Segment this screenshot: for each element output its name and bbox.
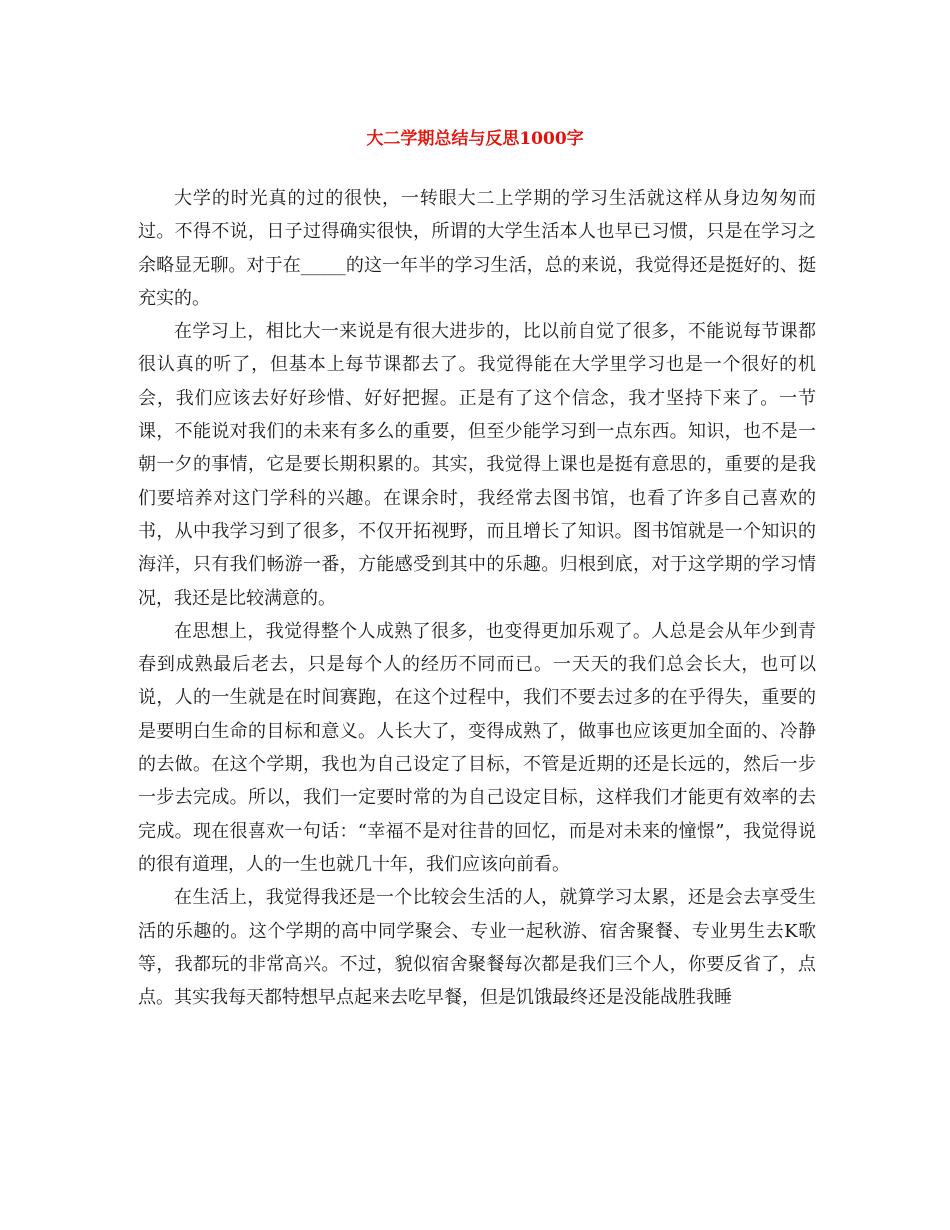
paragraph-study: 在学习上，相比大一来说是有很大进步的，比以前自觉了很多，不能说每节课都很认真的听了，但基本上每节课都去了。我觉得能在大学里学习也是一个很好的机会，我们应该去好好珍惜、好好把握。正是有了这个信念，我才坚持下来了。一节课，不能说对我们的未来有多么的重要，但至少能学习到一点东西。知识，也不是一朝一夕的事情，它是要长期积累的。其实，我觉得上课也是挺有意思的，重要的是我们要培养对这门学科的兴趣。在课余时，我经常去图书馆，也看了许多自己喜欢的书，从中我学习到了很多，不仅开拓视野，而且增长了知识。图书馆就是一个知识的海洋，只有我们畅游一番，方能感受到其中的乐趣。归根到底，对于这学期的学习情况，我还是比较满意的。 — [138, 321, 816, 609]
paragraph-life: 在生活上，我觉得我还是一个比较会生活的人，就算学习太累，还是会去享受生活的乐趣的。这个学期的高中同学聚会、专业一起秋游、宿舍聚餐、专业男生去K歌等，我都玩的非常高兴。不过，貌似宿舍聚餐每次都是我们三个人，你要反省了，点点。其实我每天都特想早点起来去吃早餐，但是饥饿最终还是没能战胜我睡 — [138, 887, 816, 1009]
paragraph-thought: 在思想上，我觉得整个人成熟了很多，也变得更加乐观了。人总是会从年少到青春到成熟最后老去，只是每个人的经历不同而已。一天天的我们总会长大，也可以说，人的一生就是在时间赛跑，在这个过程中，我们不要去过多的在乎得失，重要的是要明白生命的目标和意义。人长大了，变得成熟了，做事也应该更加全面的、冷静的去做。在这个学期，我也为自己设定了目标，不管是近期的还是长远的，然后一步一步去完成。所以，我们一定要时常的为自己设定目标，这样我们才能更有效率的去完成。现在很喜欢一句话：“幸福不是对往昔的回忆，而是对未来的憧憬”，我觉得说的很有道理，人的一生也就几十年，我们应该向前看。 — [138, 620, 816, 875]
document-body — [138, 182, 816, 1014]
document-title: 大二学期总结与反思1000字 — [366, 129, 584, 149]
paragraph-intro: 大学的时光真的过的很快，一转眼大二上学期的学习生活就这样从身边匆匆而过。不得不说，日子过得确实很快，所谓的大学生活本人也早已习惯，只是在学习之余略显无聊。对于在_____的这一年半的学习生活，总的来说，我觉得还是挺好的、挺充实的。 — [138, 188, 816, 309]
